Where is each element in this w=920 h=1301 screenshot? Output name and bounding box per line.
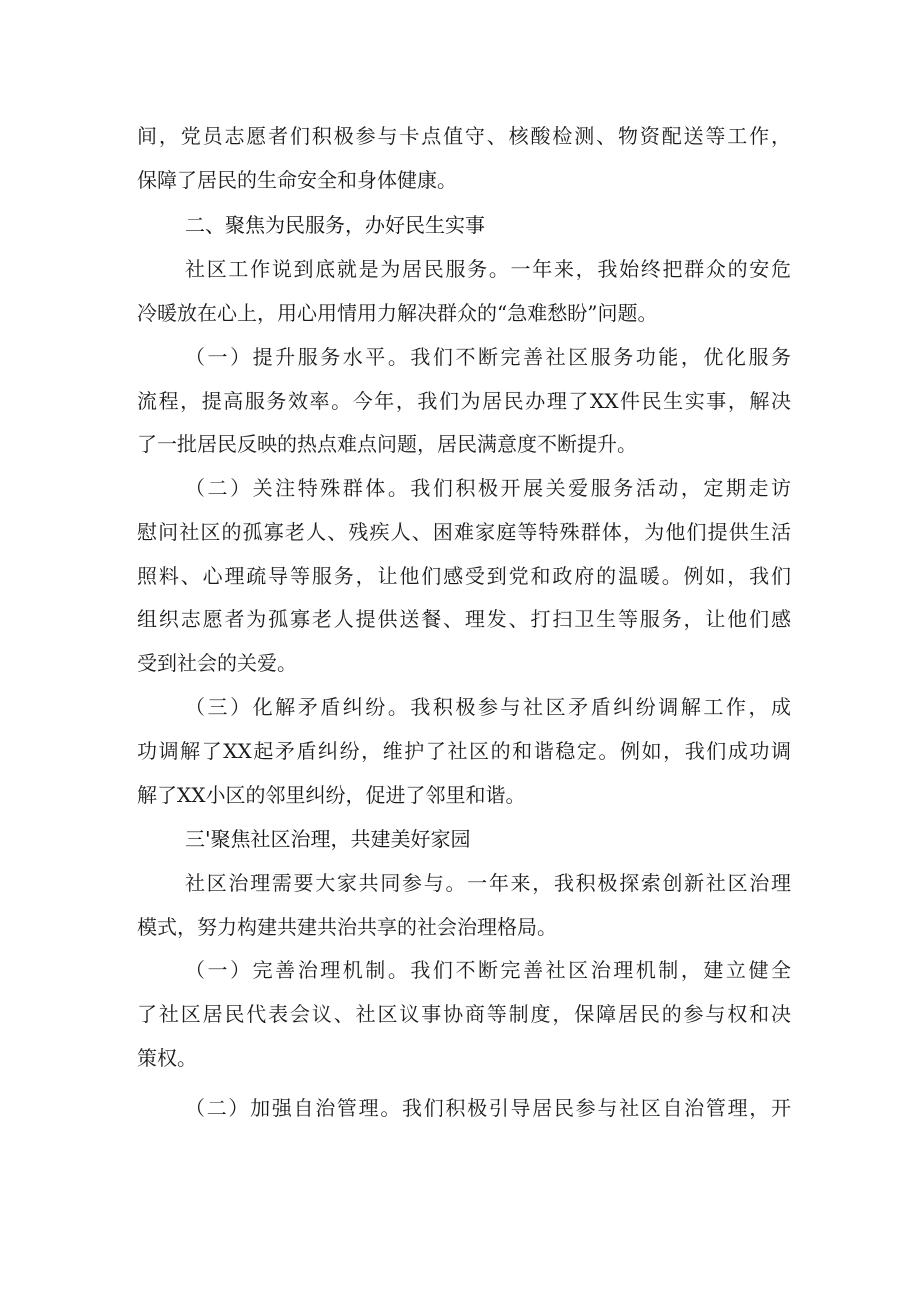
section-heading: 二、聚焦为民服务，办好民生实事 (185, 213, 485, 237)
paragraph-last-line: 解了XX小区的邻里纠纷，促进了邻里和谐。 (137, 783, 526, 807)
paragraph-first-line: （一）提升服务水平。我们不断完善社区服务功能，优化服务 (185, 345, 791, 369)
paragraph-first-line: （一）完善治理机制。我们不断完善社区治理机制，建立健全 (185, 958, 791, 982)
paragraph-last-line: 冷暖放在心上，用心用情用力解决群众的“急难愁盼”问题。 (137, 301, 658, 325)
paragraph-line: 功调解了XX起矛盾纠纷，维护了社区的和谐稳定。例如，我们成功调 (137, 739, 791, 763)
paragraph-first-line: 社区工作说到底就是为居民服务。一年来，我始终把群众的安危 (185, 257, 791, 281)
paragraph-last-line: 策权。 (137, 1046, 197, 1070)
paragraph-line: 间，党员志愿者们积极参与卡点值守、核酸检测、物资配送等工作， (137, 124, 791, 148)
paragraph-first-line: （二）加强自治管理。我们积极引导居民参与社区自治管理，开 (185, 1096, 791, 1120)
paragraph-last-line: 受到社会的关爱。 (137, 651, 297, 675)
paragraph-line: 慰问社区的孤寡老人、残疾人、困难家庭等特殊群体，为他们提供生活 (137, 520, 791, 544)
paragraph-last-line: 了一批居民反映的热点难点问题，居民满意度不断提升。 (137, 432, 637, 456)
paragraph-line: 了社区居民代表会议、社区议事协商等制度，保障居民的参与权和决 (137, 1002, 791, 1026)
paragraph-first-line: （二）关注特殊群体。我们积极开展关爱服务活动，定期走访 (185, 476, 791, 500)
paragraph-line: 组织志愿者为孤寡老人提供送餐、理发、打扫卫生等服务，让他们感 (137, 607, 791, 631)
paragraph-first-line: 社区治理需要大家共同参与。一年来，我积极探索创新社区治理 (185, 871, 791, 895)
section-heading: 三'聚焦社区治理，共建美好家园 (185, 827, 471, 851)
paragraph-last-line: 保障了居民的生命安全和身体健康。 (137, 168, 457, 192)
paragraph-line: 照料、心理疏导等服务，让他们感受到党和政府的温暖。例如，我们 (137, 564, 791, 588)
paragraph-first-line: （三）化解矛盾纠纷。我积极参与社区矛盾纠纷调解工作，成 (185, 695, 791, 719)
paragraph-last-line: 模式，努力构建共建共治共享的社会治理格局。 (137, 915, 557, 939)
paragraph-line: 流程，提高服务效率。今年，我们为居民办理了XX件民生实事，解决 (137, 389, 791, 413)
